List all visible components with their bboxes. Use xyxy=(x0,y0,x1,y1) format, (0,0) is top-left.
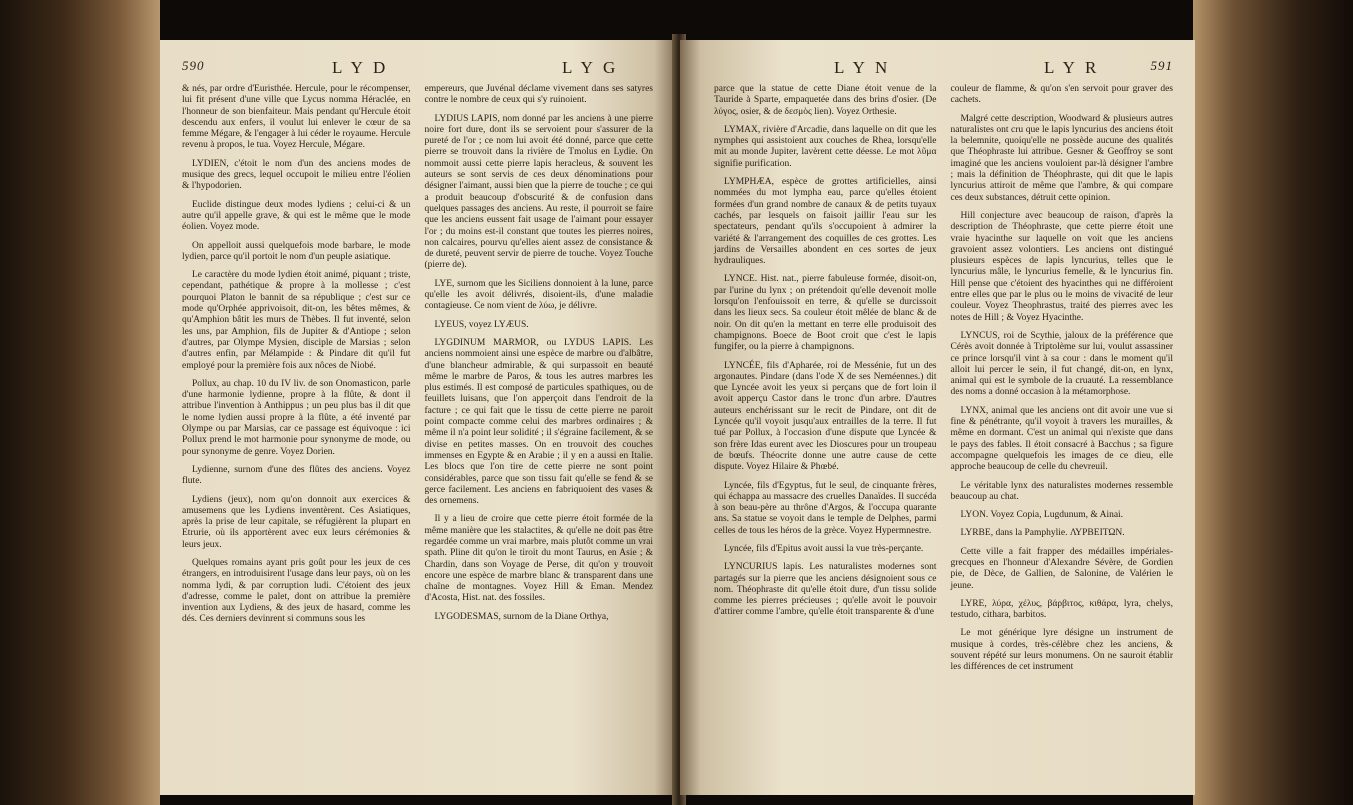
paragraph: LYON. Voyez Copia, Lugdunum, & Ainai. xyxy=(960,510,1124,521)
paragraph: Le véritable lynx des naturalistes modernes ressemble beaucoup au chat. xyxy=(950,480,1173,502)
right-header-right: LYR xyxy=(1044,58,1107,77)
right-column-2 xyxy=(951,84,1174,681)
left-running-head xyxy=(182,58,653,84)
right-page xyxy=(680,40,1195,795)
paragraph: Hill conjecture avec beaucoup de raison, d'après la description de Théophraste, que cette pierre étoit une vraie hyacinthe sur laquelle on voit que les anciens gravoient assez volontiers. Les anciens ont distingué plusieurs espèces de lapis lyncurius, telles que le lyncurius mâle, le lyncurius femelle, & le lyncurius fin. Hill pense que c'étoient des hyacinthes qui ne différoient entre elles que par le plus ou le moins de vivacité de leur couleur. Voyez Theophrastus, traité des pierres avec les notes de Hill ; & Voyez Hyacinthe. xyxy=(950,210,1173,323)
paragraph: Il y a lieu de croire que cette pierre étoit formée de la même manière que les stalactites, & qu'elle ne doit pas être regardée comme un vrai marbre, mais plutôt comme un vrai spath. Pline dit qu'on le tiroit du mont Taurus, en Asie ; & Chardin, dans son Voyage de Perse, dit qu'on y trouvoit encore une espèce de marbre blanc & transparent dans une chaîne de montagnes. Voyez Hill & Eman. Mendez d'Acosta, Hist. nat. des fossiles. xyxy=(424,514,653,604)
paragraph: LYNCÉE, fils d'Apharée, roi de Messénie, fut un des argonautes. Pindare (dans l'ode X de ses Neméennes.) dit que Lyncée avoit les yeux si perçans que de fort loin il avoit apperçu Castor dans le tronc d'un arbre. D'autres auteurs enchérissant sur le recit de Pindare, ont dit de Lyncée qu'il voyoit jusqu'aux entrailles de la terre. Il fut tué par Pollux, à l'occasion d'une dispute que Lyncée & son frère Idas eurent avec les Dioscures pour un troupeau de bœufs. Théocrite donne une autre cause de cette dispute. Voyez Hilaire & Phœbé. xyxy=(714,360,937,473)
left-header-left: LYD xyxy=(332,58,396,77)
paragraph: Lydienne, surnom d'une des flûtes des anciens. Voyez flute. xyxy=(182,464,411,487)
paragraph: Pollux, au chap. 10 du IV liv. de son Onomasticon, parle d'une harmonie lydienne, propre à la flûte, & dont il attribue l'invention à Anthippus ; un peu plus bas il dit que le nome lydien aussi propre à la flûte, a été inventé par Olympe ou par Marsias, car ce passage est équivoque : ici Pollux prend le mot harmonie pour synonyme de mode, ou pour synonyme de genre. Voyez Dorien. xyxy=(182,378,411,457)
paragraph: LYRE, λύρα, χέλυς, βάρβιτος, κιθάρα, lyra, chelys, testudo, cithara, barbitos. xyxy=(950,598,1173,621)
paragraph: couleur de flamme, & qu'on s'en servoit pour graver des cachets. xyxy=(950,84,1173,106)
paragraph: LYGODESMAS, surnom de la Diane Orthya, xyxy=(434,611,609,622)
right-page-number: 591 xyxy=(1150,58,1173,73)
left-page-edges xyxy=(0,0,160,805)
paragraph: Lyncée, fils d'Epitus avoit aussi la vue très-perçante. xyxy=(724,543,924,554)
paragraph: LYDIEN, c'étoit le nom d'un des anciens modes de musique des grecs, lequel occupoit le milieu entre l'éolien & l'hypodorien. xyxy=(182,158,411,192)
right-page-edges xyxy=(1193,0,1353,805)
paragraph: LYGDINUM MARMOR, ou LYDUS LAPIS. Les anciens nommoient ainsi une espèce de marbre ou d'albâtre, d'une blancheur admirable, & qui surpassoit en beauté même le marbre de Paros, & tous les autres marbres les plus estimés. Il est composé de particules spathiques, ou de feuillets luisans, que l'on apperçoit dans l'endroit de la facture ; ce qui fait que le tissu de cette pierre ne paroit point compacte comme celui des marbres ordinaires ; & même il n'a point leur solidité ; il s'égraine facilement, & se divise en petites masses. On en trouvoit des couches immenses en Egypte & en Arabie ; il y en a aussi en Italie. Les blocs que l'on tire de cette pierre ne sont point considérables, parce que son tissu fait qu'elle se fend & se gerce facilement. Les anciens en fabriquoient des vases & des ornemens. xyxy=(424,337,653,507)
paragraph: Lydiens (jeux), nom qu'on donnoit aux exercices & amusemens que les Lydiens inventèrent. Ces Asiatiques, après la prise de leur capitale, se réfugièrent la plupart en Etrurie, où ils apportèrent avec eux leurs cérémonies & leurs jeux. xyxy=(182,494,411,550)
paragraph: parce que la statue de cette Diane étoit venue de la Tauride à Sparte, empaquetée dans des brins d'osier. (De λύγος, osier, & de δεσμὸς lien). Voyez Orthesie. xyxy=(714,84,937,117)
right-running-head xyxy=(714,58,1173,84)
paragraph: Euclide distingue deux modes lydiens ; celui-ci & un autre qu'il appelle grave, & qui est le même que le mode éolien. Voyez mode. xyxy=(182,199,411,233)
paragraph: Le mot générique lyre désigne un instrument de musique à cordes, très-célèbre chez les anciens, & souvent répété sur leurs monumens. On ne sauroit établir les différences de cet instrument xyxy=(950,628,1173,673)
paragraph: LYRBE, dans la Pamphylie. ΛΥΡΒΕΙΤΩΝ. xyxy=(960,528,1125,539)
paragraph: Quelques romains ayant pris goût pour les jeux de ces étrangers, en introduisirent l'usage dans leur pays, où on les nomma lydi, & par corruption ludi. C'étoient des jeux d'adresse, comme le palet, dont on attribue la première invention aux Lydiens, & des jeux de hasard, comme les dés. Ces derniers devinrent si communs sous les xyxy=(182,557,411,625)
right-header-left: LYN xyxy=(834,58,898,77)
paragraph: LYNCURIUS lapis. Les naturalistes modernes sont partagés sur la pierre que les anciens désignoient sous ce nom. Théophraste dit qu'elle étoit dure, d'un tissu solide comme les pierres précieuses ; qu'elle avoit le pouvoir d'attirer comme l'ambre, qu'elle étoit transparente & d'une xyxy=(714,562,937,618)
left-page-number: 590 xyxy=(182,58,205,73)
paragraph: LYNCE. Hist. nat., pierre fabuleuse formée, disoit-on, par l'urine du lynx ; on prétendoit qu'elle devenoit molle lorsqu'on l'enfouissoit en terre, & qu'elle se durcissoit dans les lieux secs. Sa couleur étoit mêlée de blanc & de noir. On dit qu'en la mettant en terre elle produisoit des champignons. Boece de Boot croit que c'est le lapis fungifer, ou la pierre à champignons. xyxy=(714,274,937,353)
paragraph: Le caractère du mode lydien étoit animé, piquant ; triste, cependant, pathétique & propre à la mollesse ; c'est pourquoi Platon le bannit de sa république ; c'est sur ce mode qu'Orphée apprivoisoit, dit-on, les bêtes mêmes, & qu'Amphion bâtit les murs de Thèbes. Il fut inventé, selon les uns, par Amphion, fils de Jupiter & d'Antiope ; selon d'autres, par Olympe Mysien, disciple de Marsias ; selon d'autres enfin, par Mélampide : & Pindare dit qu'il fut employé pour la première fois aux nôces de Niobé. xyxy=(182,270,411,371)
paragraph: Malgré cette description, Woodward & plusieurs autres naturalistes ont cru que le lapis lyncurius des anciens étoit la belemnite, quoiqu'elle ne possède aucune des qualités que Théophraste lui attribue. Gesner & Geoffroy se sont imaginé que les anciens vouloient par-là désigner l'ambre ; mais la définition de Théophraste, qui dit que le lapis lyncurius attiroit de même que l'ambre, & qui compare ces deux substances, détruit cette opinion. xyxy=(950,113,1173,203)
paragraph: LYMAX, rivière d'Arcadie, dans laquelle on dit que les nymphes qui assistoient aux couches de Rhea, lorsqu'elle mit au monde Jupiter, lavèrent cette déesse. Le mot λῦμα signifie purification. xyxy=(714,124,937,169)
paragraph: & nés, par ordre d'Euristhée. Hercule, pour le récompenser, lui fit présent d'une ville que Lycus nomma Héraclée, en l'honneur de son bienfaiteur. Mais pendant qu'Hercule étoit descendu aux enfers, il voulut lui enlever le cœur de sa femme Mégare, & l'engager à lui céder le royaume. Hercule revenu à propos, le tua. Voyez Hercule, Mégare. xyxy=(182,84,411,151)
left-page xyxy=(160,40,675,795)
left-column-1 xyxy=(182,84,411,633)
left-header-right: LYG xyxy=(562,58,626,77)
paragraph: LYNCUS, roi de Scythie, jaloux de la préférence que Cérès avoit donnée à Triptolème sur lui, voulut assassiner ce prince lorsqu'il vint à sa cour : dans le moment qu'il alloit lui percer le sein, il fut changé, dit-on, en lynx, animal qui est le symbole de la cruauté. La ressemblance des noms a donné occasion à la métamorphose. xyxy=(950,330,1173,398)
paragraph: empereurs, que Juvénal déclame vivement dans ses satyres contre le nombre de ceux qui s'y ruinoient. xyxy=(424,84,653,106)
paragraph: LYNX, animal que les anciens ont dit avoir une vue si fine & pénétrante, qu'il voyoit à travers les murailles, & même en dormant. C'est un animal qui n'existe que dans le pays des fables. Il étoit consacré à Bacchus ; sa figure accompagne quelquefois les images de ce dieu, elle approche beaucoup de celle du chevreuil. xyxy=(950,405,1173,473)
right-column-1 xyxy=(714,84,937,681)
paragraph: Cette ville a fait frapper des médailles impériales-grecques en l'honneur d'Alexandre Sévère, de Gordien pie, de Dèce, de Gallien, de Salonine, de Valérien le jeune. xyxy=(950,546,1173,591)
paragraph: On appelloit aussi quelquefois mode barbare, le mode lydien, parce qu'il portoit le nom d'un peuple asiatique. xyxy=(182,240,411,262)
paragraph: LYDIUS LAPIS, nom donné par les anciens à une pierre noire fort dure, dont ils se servoient pour s'assurer de la pureté de l'or ; ce nom lui avoit été donné, parce que cette pierre se trouvoit dans la rivière de Tmolus en Lydie. On nommoit aussi cette pierre lapis heracleus, & souvent les auteurs se sont servis de ces deux dénominations pour désigner l'aimant, aussi bien que la pierre de touche ; ce qui a produit beaucoup d'obscurité & de confusion dans quelques passages des anciens. Au reste, il pourroit se faire que les anciens eussent fait usage de l'aimant pour essayer l'or ; du moins est-il constant que toutes les pierres noires, non calcaires, pourvu qu'elles aient assez de consistance & de dureté, peuvent servir de pierre de touche. Voyez Touche (pierre de). xyxy=(424,113,653,271)
paragraph: LYE, surnom que les Siciliens donnoient à la lune, parce qu'elle les avoit délivrés, disoient-ils, d'une maladie contagieuse. Ce nom vient de λύω, je délivre. xyxy=(424,278,653,312)
paragraph: LYMPHÆA, espèce de grottes artificielles, ainsi nommées du mot lympha eau, parce qu'elles étoient formées d'un grand nombre de canaux & de petits tuyaux cachés, par lesquels on faisoit jaillir l'eau sur les spectateurs, pendant qu'ils s'occupoient à admirer la variété & l'arrangement des coquilles de ces grottes. Les jardins de Versailles abondent en ces sortes de jeux hydrauliques. xyxy=(714,177,937,267)
paragraph: LYEUS, voyez LYÆUS. xyxy=(434,319,529,330)
left-column-2 xyxy=(425,84,654,633)
paragraph: Lyncée, fils d'Egyptus, fut le seul, de cinquante frères, qui échappa au massacre des cruelles Danaïdes. Il succéda à son beau-père au thrône d'Argos, & l'occupa quarante ans. Sa statue se voyoit dans le temple de Delphes, parmi celles de tous les héros de la grèce. Voyez Hypermnestre. xyxy=(714,480,937,536)
